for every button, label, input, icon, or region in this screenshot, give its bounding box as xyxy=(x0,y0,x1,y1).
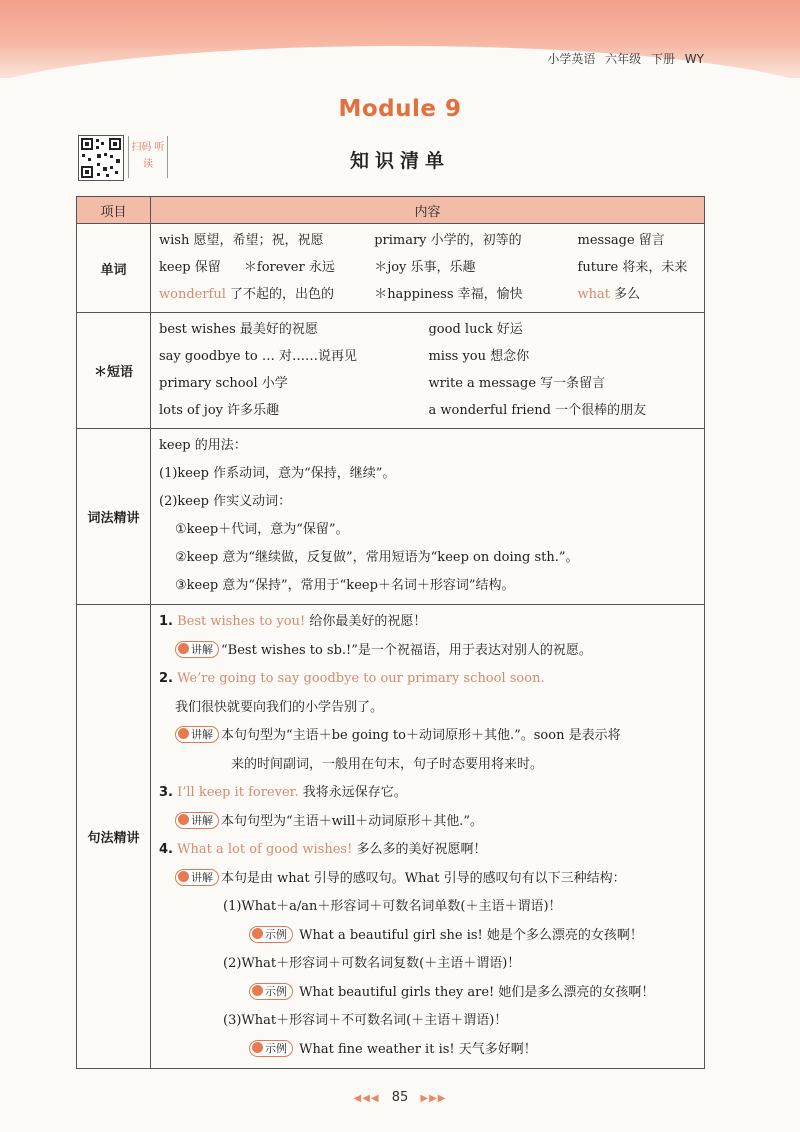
word-item: what 多么 xyxy=(577,287,641,302)
explain-icon xyxy=(178,728,189,739)
explain-line-continued: 来的时间副词，一般用在句末，句子时态要用将来时。 xyxy=(231,756,544,772)
example-line: 示例 What beautiful girls they are! 她们是多么漂亮的女孩啊！ xyxy=(159,979,696,1008)
structure-line: (1)What＋a/an＋形容词＋可数名词单数(＋主语＋谓语)！ xyxy=(223,899,562,914)
sentence-item: 1. Best wishes to you! 给你最美好的祝愿！ xyxy=(159,614,427,629)
section-title: 知识清单 xyxy=(349,150,450,172)
sentences-content xyxy=(151,605,705,1069)
explain-badge: 讲解 xyxy=(175,641,219,658)
explain-line: 讲解 本句句型为“主语＋will＋动词原形＋其他.”。 xyxy=(159,808,696,837)
phrase-line: best wishes 最美好的祝愿 good luck 好运 xyxy=(159,322,523,337)
sentence-item: 3. I’ll keep it forever. 我将永远保存它。 xyxy=(159,785,407,800)
example-line: 示例 What fine weather it is! 天气多好啊！ xyxy=(159,1036,696,1065)
word-item: message 留言 xyxy=(577,233,665,248)
grammar-content xyxy=(151,429,705,605)
grammar-label: 词法精讲 xyxy=(77,429,151,605)
word-line xyxy=(159,227,696,254)
grammar-line: ①keep＋代词，意为“保留”。 xyxy=(175,522,349,537)
example-icon xyxy=(252,985,263,996)
grammar-line: (1)keep 作系动词，意为“保持，继续”。 xyxy=(159,466,396,481)
phrases-content xyxy=(151,313,705,429)
word-item: wonderful 了不起的，出色的 xyxy=(159,287,335,302)
word-item: future 将来，未来 xyxy=(577,260,688,275)
next-arrows-icon: ▶▶▶ xyxy=(420,1093,447,1104)
table-header-row xyxy=(77,197,705,224)
page-footer xyxy=(0,1090,800,1105)
sentence-item: 4. What a lot of good wishes! 多么多的美好祝愿啊！ xyxy=(159,842,487,857)
explain-icon xyxy=(178,814,189,825)
word-item: keep 保留 xyxy=(159,260,221,275)
sentences-row xyxy=(77,605,705,1069)
module-title: Module 9 xyxy=(338,96,462,122)
word-line xyxy=(159,281,696,308)
explain-icon xyxy=(178,643,189,654)
explain-badge: 讲解 xyxy=(175,869,219,886)
example-badge: 示例 xyxy=(249,1040,293,1057)
explain-badge: 讲解 xyxy=(175,726,219,743)
knowledge-table xyxy=(76,196,705,1069)
structure-line: (2)What＋形容词＋可数名词复数(＋主语＋谓语)！ xyxy=(223,956,521,971)
phrases-label: ＊短语 xyxy=(77,313,151,429)
example-badge: 示例 xyxy=(249,926,293,943)
explain-icon xyxy=(178,871,189,882)
prev-arrows-icon: ◀◀◀ xyxy=(353,1093,380,1104)
words-label: 单词 xyxy=(77,224,151,313)
word-item: ＊forever 永远 xyxy=(243,260,335,275)
word-line xyxy=(159,254,696,281)
example-icon xyxy=(252,928,263,939)
sentence-item: 2. We’re going to say goodbye to our primary school soon. xyxy=(159,671,545,686)
grammar-line: keep 的用法： xyxy=(159,438,247,453)
sentences-label: 句法精讲 xyxy=(77,605,151,1069)
example-badge: 示例 xyxy=(249,983,293,1000)
word-item: ＊happiness 幸福，愉快 xyxy=(374,287,523,302)
example-line: 示例 What a beautiful girl she is! 她是个多么漂亮的女孩啊！ xyxy=(159,922,696,951)
grammar-line: ②keep 意为“继续做，反复做”，常用短语为“keep on doing sth.”。 xyxy=(175,550,579,565)
words-row xyxy=(77,224,705,313)
word-item: ＊joy 乐事，乐趣 xyxy=(374,260,476,275)
sentence-translation: 我们很快就要向我们的小学告别了。 xyxy=(175,699,384,715)
word-item: wish 愿望，希望；祝，祝愿 xyxy=(159,233,324,248)
grammar-line: (2)keep 作实义动词： xyxy=(159,494,292,509)
grammar-row xyxy=(77,429,705,605)
phrase-line: say goodbye to … 对……说再见 miss you 想念你 xyxy=(159,349,530,364)
structure-line: (3)What＋形容词＋不可数名词(＋主语＋谓语)！ xyxy=(223,1013,508,1028)
word-item: primary 小学的，初等的 xyxy=(374,233,522,248)
explain-badge: 讲解 xyxy=(175,812,219,829)
phrase-line: primary school 小学 write a message 写一条留言 xyxy=(159,376,606,391)
explain-line: 讲解 本句句型为“主语＋be going to＋动词原形＋其他.”。soon 是表示将 xyxy=(159,722,696,751)
phrase-line: lots of joy 许多乐趣 a wonderful friend 一个很棒的朋友 xyxy=(159,403,647,418)
header-item: 项目 xyxy=(77,197,151,224)
words-content xyxy=(151,224,705,313)
example-icon xyxy=(252,1042,263,1053)
explain-line: 讲解 “Best wishes to sb.!”是一个祝福语，用于表达对别人的祝愿。 xyxy=(159,637,696,666)
scan-to-listen-label: 扫码 听读 xyxy=(128,136,168,178)
grammar-line: ③keep 意为“保持”，常用于“keep＋名词＋形容词”结构。 xyxy=(175,578,515,593)
page-number: 85 xyxy=(391,1090,409,1105)
explain-line: 讲解 本句是由 what 引导的感叹句。What 引导的感叹句有以下三种结构： xyxy=(159,865,696,894)
phrases-row xyxy=(77,313,705,429)
header-content: 内容 xyxy=(151,197,705,224)
book-info: 小学英语 六年级 下册 WY xyxy=(547,52,704,66)
